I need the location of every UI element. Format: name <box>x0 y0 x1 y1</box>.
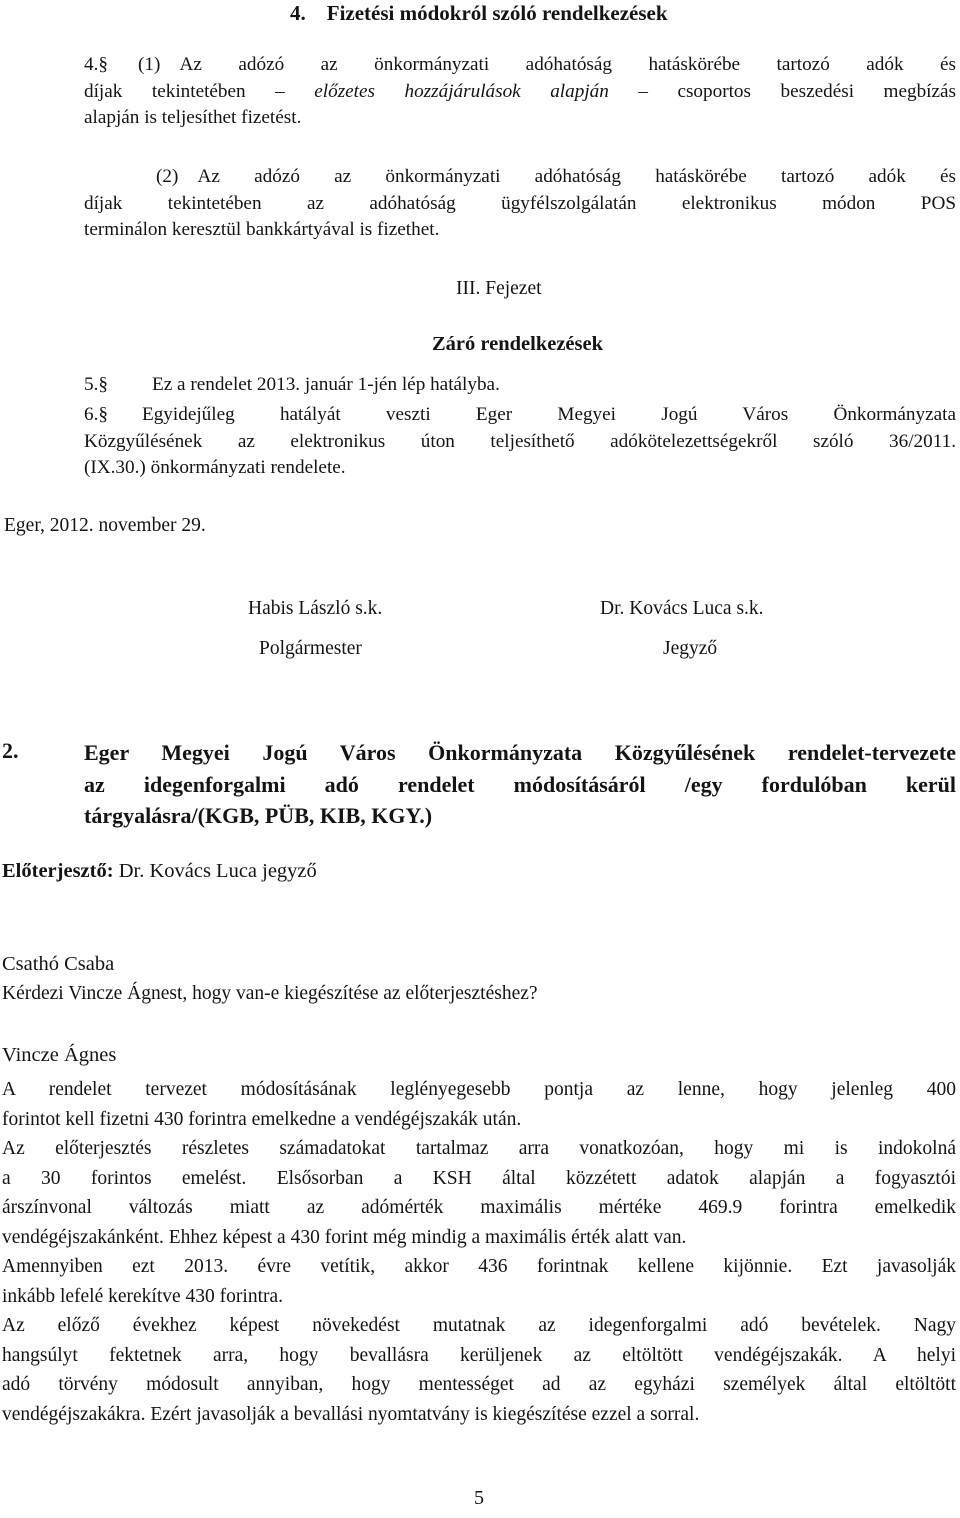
agenda-title-line-3: tárgyalásra/(KGB, PÜB, KIB, KGY.) <box>84 803 433 828</box>
section-symbol: § <box>98 54 108 75</box>
chapter-title: Záró rendelkezések <box>432 333 603 355</box>
paragraph-number: 6. <box>84 404 99 425</box>
italic-phrase: előzetes hozzájárulások alapján <box>314 80 609 102</box>
speaker-name: Vincze Ágnes <box>2 1044 117 1066</box>
speaker-statement: Kérdezi Vincze Ágnest, hogy van-e kiegészítése az előterjesztéshez? <box>2 983 538 1004</box>
page-number: 5 <box>474 1487 484 1509</box>
section-heading: 4. Fizetési módokról szóló rendelkezések <box>290 1 668 25</box>
signature-role-notary: Jegyző <box>663 638 718 659</box>
presenter-line <box>2 860 317 883</box>
signature-name-mayor: Habis László s.k. <box>248 598 383 619</box>
signature-name-notary: Dr. Kovács Luca s.k. <box>600 598 764 619</box>
agenda-title-line-2: az idegenforgalmi adó rendelet módosításáról /egy fordulóban kerül <box>84 771 956 797</box>
agenda-title-line-1: Eger Megyei Jogú Város Önkormányzata Közgyűlésének rendelet-tervezete <box>84 740 956 765</box>
paragraph-4-1-line-2: díjak tekintetében – előzetes hozzájárulások alapján – csoportos beszedési megbízás <box>84 80 956 102</box>
presenter-label: Előterjesztő: <box>2 860 114 882</box>
presenter-name: Dr. Kovács Luca jegyző <box>113 860 317 882</box>
paragraph-4-2-line-3: terminálon keresztül bankkártyával is fizethet. <box>84 219 440 240</box>
paragraph-4-1 <box>84 52 956 132</box>
signature-role-mayor: Polgármester <box>259 638 362 659</box>
section-symbol: § <box>98 404 108 425</box>
paragraph-number: 5. <box>84 374 99 395</box>
paragraph-6 <box>84 402 956 482</box>
place-date: Eger, 2012. november 29. <box>4 515 206 536</box>
paragraph-6-line-2: Közgyűlésének az elektronikus úton teljesíthető adókötelezettségekről szóló 36/2011. <box>84 430 956 452</box>
paragraph-5: 5.§ Ez a rendelet 2013. január 1-jén lép hatályba. <box>84 372 956 399</box>
agenda-item-title <box>84 737 956 832</box>
paragraph-6-line-3: (IX.30.) önkormányzati rendelete. <box>84 457 346 478</box>
section-symbol: § <box>98 374 108 395</box>
chapter-number: III. Fejezet <box>456 278 542 299</box>
agenda-item-number: 2. <box>2 738 19 763</box>
speaker-name: Csathó Csaba <box>2 953 115 975</box>
paragraph-number: 4. <box>84 54 99 75</box>
speaker-statement: A rendelet tervezet módosításának leglényegesebb pontja az lenne, hogy jelenleg 400 forintot kell fizetni 430 forintra emelkedne a vendégéjszakák után. Az előterjesztés részletes számadatokat tartalmaz arra vonatkozóan, hogy mi is indokolná a 30 forintos emelést. Elsősorban a KSH által közzétett adatok alapján a fogyasztói árszínvonal változás miatt az adómérték maximális mértéke 469.9 forintra emelkedik vendégéjszakánként. Ehhez képest a 430 forint még mindig a maximális érték alatt van. Amennyiben ezt 2013. évre vetítik, akkor 436 forintnak kellene kijönnie. Ezt javasolják inkább lefelé kerekítve 430 forintra. Az előző évekhez képest növekedést mutatnak az idegenforgalmi adó bevételek. Nagy hangsúlyt fektetnek arra, hogy bevallásra kerüljenek az eltöltött vendégéjszakák. A helyi adó törvény módosult annyiban, hogy mentességet ad az egyházi személyek által eltöltött vendégéjszakákra. Ezért javasolják a bevallási nyomtatvány is kiegészítése ezzel a sorral. <box>2 1079 956 1425</box>
paragraph-4-2-line-1: (2) Az adózó az önkormányzati adóhatóság hatáskörébe tartozó adók és <box>156 166 956 187</box>
paragraph-4-1-line-1: 4.§ (1) Az adózó az önkormányzati adóhatóság hatáskörébe tartozó adók és <box>84 52 956 79</box>
paragraph-4-2 <box>84 164 956 244</box>
paragraph-4-1-line-3: alapján is teljesíthet fizetést. <box>84 107 302 128</box>
paragraph-6-line-1: 6.§ Egyidejűleg hatályát veszti Eger Megyei Jogú Város Önkormányzata <box>84 402 956 429</box>
paragraph-4-2-line-2: díjak tekintetében az adóhatóság ügyfélszolgálatán elektronikus módon POS <box>84 192 956 214</box>
